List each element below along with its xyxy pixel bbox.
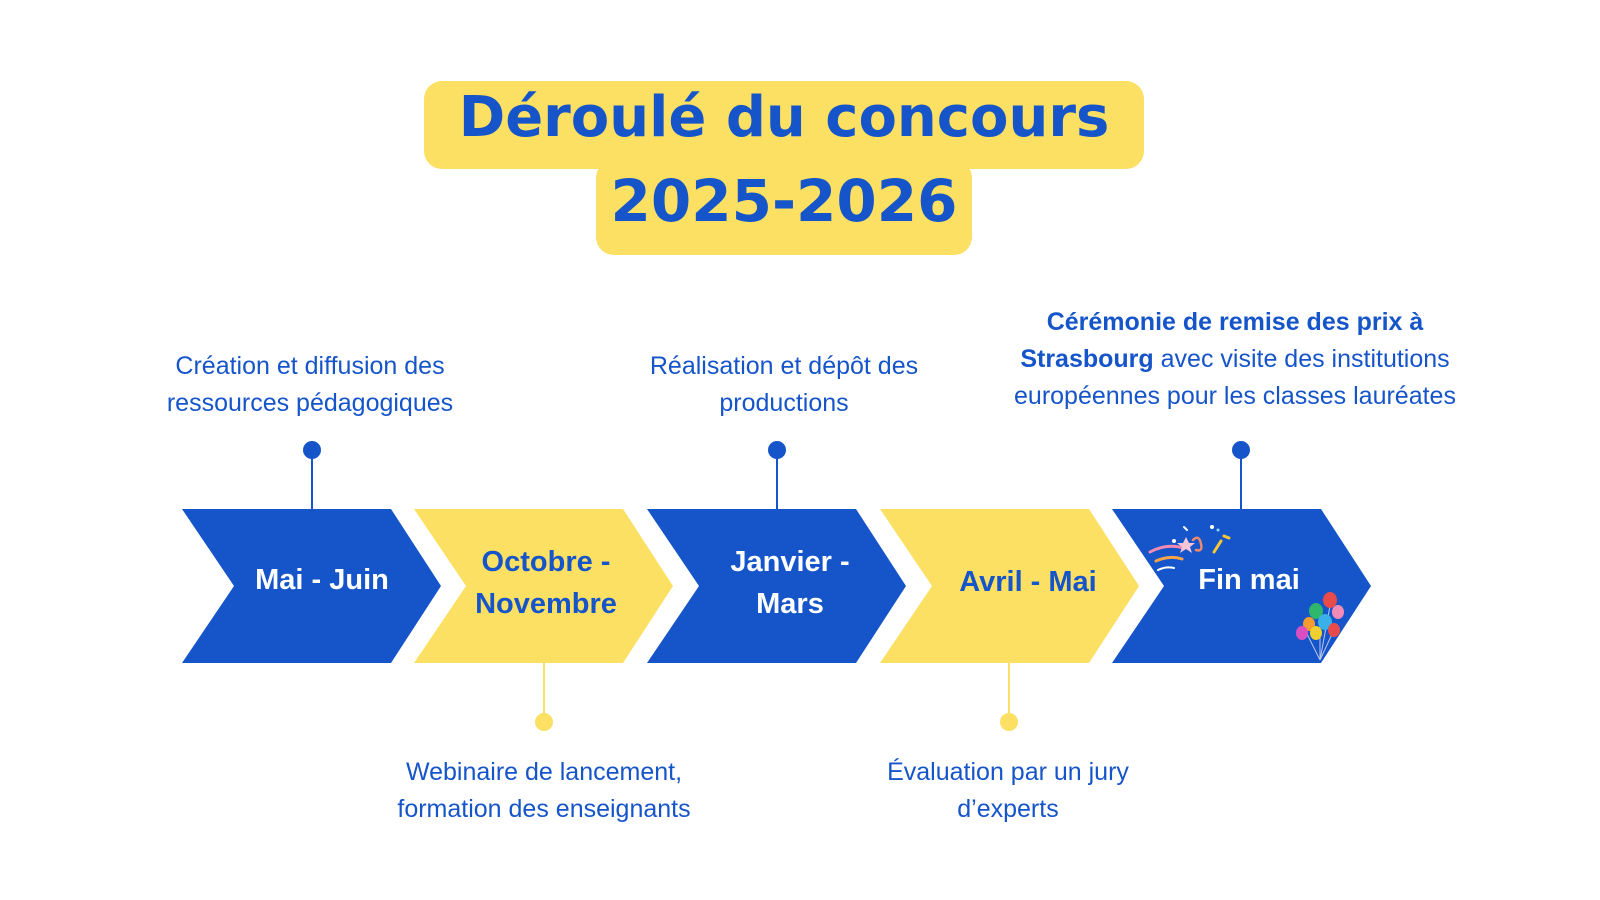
connector-dot [303, 441, 321, 459]
period-janvier-mars-line2: Mars [756, 588, 824, 620]
step-2-description-line2: formation des enseignants [397, 795, 691, 823]
page-title-line2: 2025-2026 [610, 167, 958, 235]
connector-dot [768, 441, 786, 459]
connector-dot [535, 713, 553, 731]
period-mai-juin: Mai - Juin [255, 564, 389, 596]
period-octobre-novembre-line2: Novembre [475, 588, 617, 620]
step-5-description-line3: européennes pour les classes lauréates [1014, 382, 1456, 410]
period-octobre-novembre-line1: Octobre - [481, 546, 611, 578]
period-janvier-mars-line1: Janvier - [730, 546, 850, 578]
step-5-description-line2-rest: avec visite des institutions [1153, 345, 1450, 373]
step-5-description [960, 304, 1510, 415]
step-3-description-line2: productions [719, 389, 849, 417]
step-1-description-line1: Création et diffusion des [175, 352, 445, 380]
step-2-description-line1: Webinaire de lancement, [405, 758, 683, 786]
period-avril-mai: Avril - Mai [959, 566, 1097, 598]
connector-dot [1000, 713, 1018, 731]
step-1-description [110, 348, 510, 422]
connector-dot [1232, 441, 1250, 459]
step-4-description [808, 754, 1208, 828]
step-3-description [584, 348, 984, 422]
period-fin-mai: Fin mai [1198, 564, 1300, 596]
step-3-description-line1: Réalisation et dépôt des [649, 352, 919, 380]
page-title-line1: Déroulé du concours [458, 85, 1110, 150]
step-1-description-line2: ressources pédagogiques [166, 389, 454, 417]
step-4-description-line1: Évaluation par un jury [887, 758, 1129, 786]
step-2-description [344, 754, 744, 828]
step-5-description-line1-bold: Cérémonie de remise des prix à [1046, 308, 1424, 336]
step-5-description-line2-bold: Strasbourg [1020, 345, 1154, 373]
step-4-description-line2: d’experts [957, 795, 1059, 823]
